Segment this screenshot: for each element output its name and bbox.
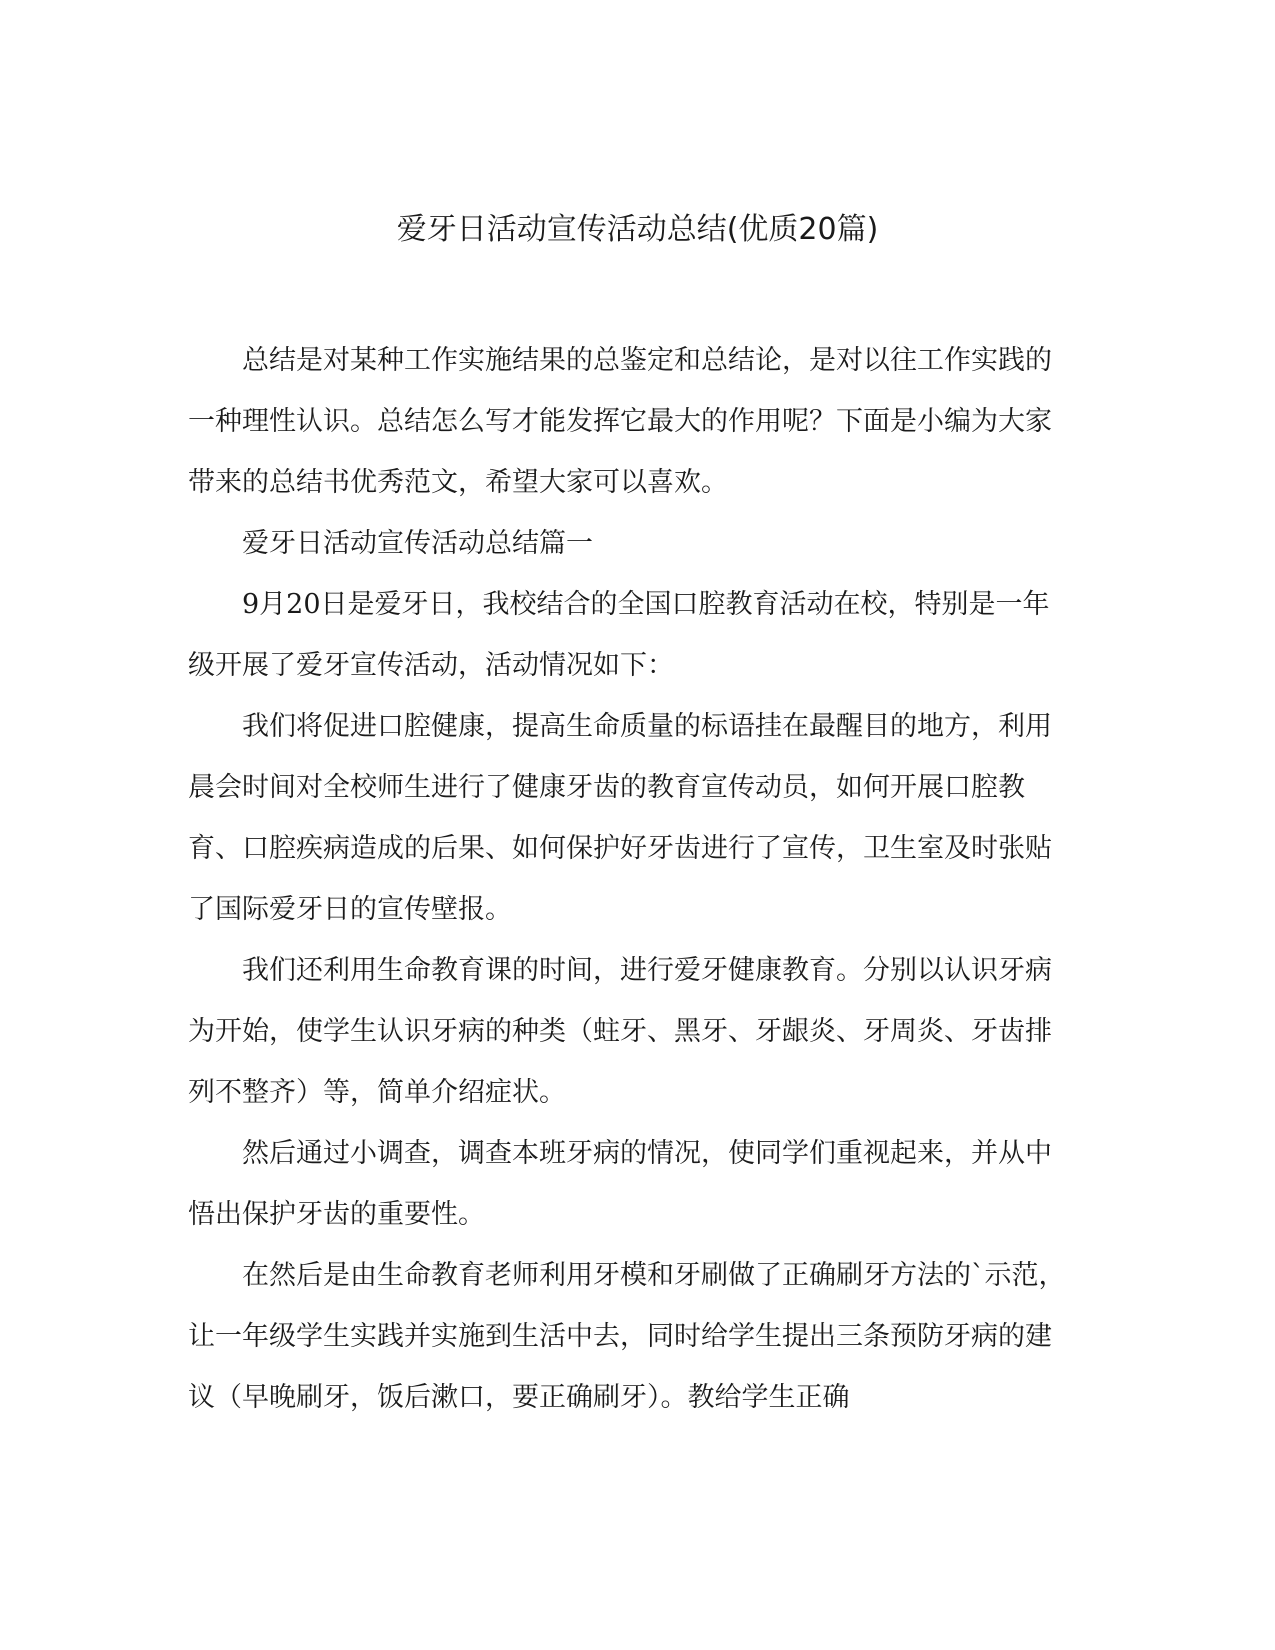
document-title: 爱牙日活动宣传活动总结(优质20篇) [396, 212, 879, 247]
section-heading: 爱牙日活动宣传活动总结篇一 [242, 528, 593, 559]
intro-paragraph: 总结是对某种工作实施结果的总鉴定和总结论，是对以往工作实践的一种理性认识。总结怎么写才能发挥它最大的作用呢？下面是小编为大家带来的总结书优秀范文，希望大家可以喜欢。 [188, 345, 1052, 498]
document-body [188, 330, 1068, 1428]
body-paragraph: 在然后是由生命教育老师利用牙模和牙刷做了正确刷牙方法的`示范，让一年级学生实践并实施到生活中去，同时给学生提出三条预防牙病的建议（早晚刷牙，饭后漱口，要正确刷牙）。教给学生正确 [188, 1260, 1066, 1413]
body-paragraph: 然后通过小调查，调查本班牙病的情况，使同学们重视起来，并从中悟出保护牙齿的重要性。 [188, 1138, 1052, 1230]
body-paragraph: 我们将促进口腔健康，提高生命质量的标语挂在最醒目的地方，利用晨会时间对全校师生进行了健康牙齿的教育宣传动员，如何开展口腔教育、口腔疾病造成的后果、如何保护好牙齿进行了宣传，卫生室及时张贴了国际爱牙日的宣传壁报。 [188, 711, 1052, 925]
body-paragraph: 9月20日是爱牙日，我校结合的全国口腔教育活动在校，特别是一年级开展了爱牙宣传活动，活动情况如下： [188, 589, 1050, 681]
body-paragraph: 我们还利用生命教育课的时间，进行爱牙健康教育。分别以认识牙病为开始，使学生认识牙病的种类（蛀牙、黑牙、牙龈炎、牙周炎、牙齿排列不整齐）等，简单介绍症状。 [188, 955, 1052, 1108]
